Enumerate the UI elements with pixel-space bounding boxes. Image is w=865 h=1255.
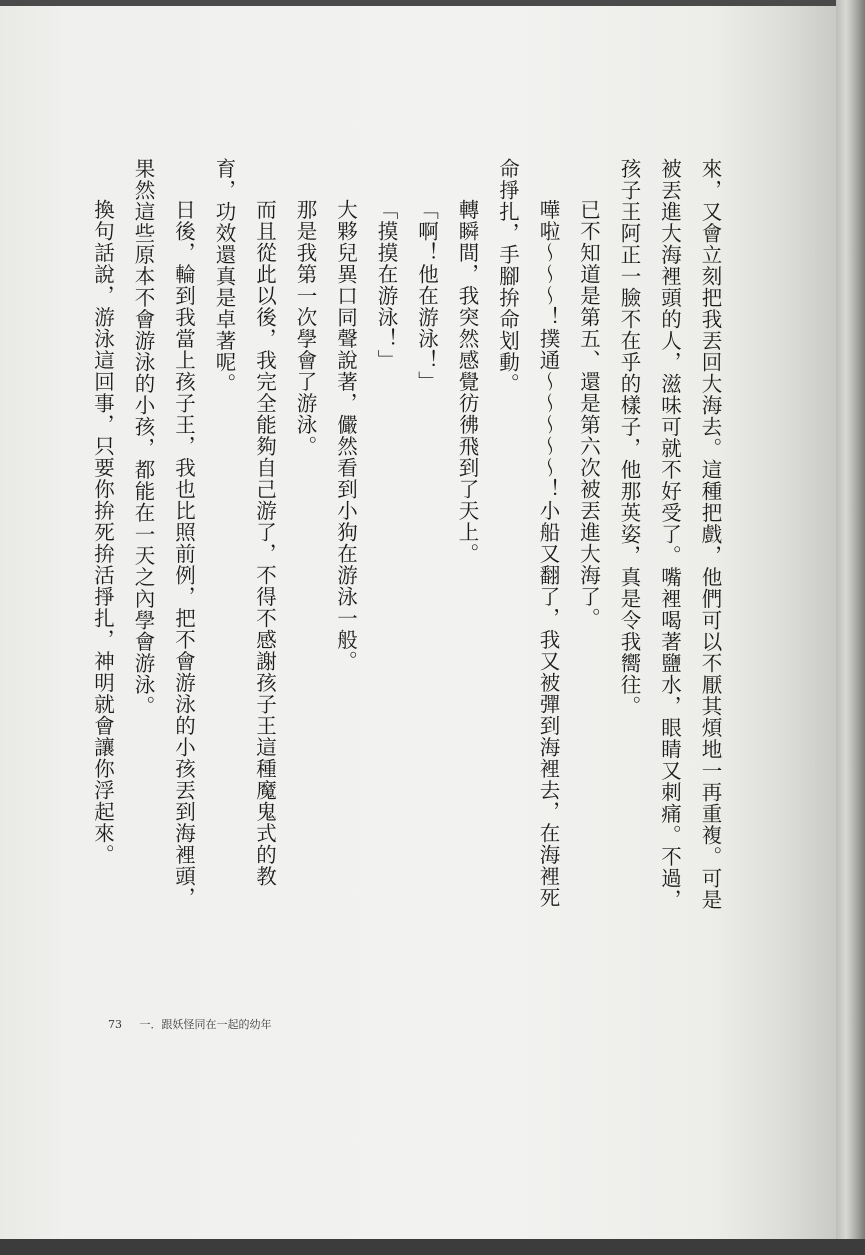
paragraph: 被丟進大海裡頭的人，滋味可就不好受了。嘴裡喝著鹽水，眼睛又刺痛。不過， bbox=[657, 158, 682, 911]
paragraph: 「啊！他在游泳！」 bbox=[414, 199, 439, 393]
page-footer bbox=[108, 1016, 272, 1032]
paragraph: 轉瞬間，我突然感覺彷彿飛到了天上。 bbox=[455, 199, 479, 565]
body-text bbox=[82, 158, 730, 918]
paragraph: 那是我第一次學會了游泳。 bbox=[293, 199, 317, 457]
paragraph: 來，又會立刻把我丟回大海去。這種把戲，他們可以不厭其煩地一再重複。可是 bbox=[698, 158, 722, 911]
paragraph: 而且從此以後，我完全能夠自己游了，不得不感謝孩子王這種魔鬼式的教育，功效還真是卓著呢。 bbox=[212, 158, 277, 887]
paragraph: 已不知道是第五、還是第六次被丟進大海了。 bbox=[576, 199, 601, 629]
paragraph: 孩子王阿正一臉不在乎的樣子，他那英姿，真是令我嚮往。 bbox=[617, 158, 641, 717]
page-number: 73 bbox=[108, 1018, 122, 1031]
paragraph: 日後，輪到我當上孩子王，我也比照前例，把不會游泳的小孩丟到海裡頭，果然這些原本不會游泳的小孩，都能在一天之內學會游泳。 bbox=[131, 158, 196, 909]
chapter-title: 一．跟妖怪同在一起的幼年 bbox=[139, 1018, 272, 1031]
page-edge-shadow bbox=[836, 0, 865, 1255]
paragraph: 大夥兒異口同聲說著，儼然看到小狗在游泳一般。 bbox=[333, 199, 358, 672]
paragraph: 換句話說，游泳這回事，只要你拚死拚活掙扎，神明就會讓你浮起來。 bbox=[90, 199, 115, 866]
scan-bottom-border bbox=[0, 1239, 865, 1255]
paragraph: 「摸摸在游泳！」 bbox=[374, 199, 398, 371]
paragraph: 嘩啦～～～！撲通～～～～～！小船又翻了，我又被彈到海裡去，在海裡死命掙扎，手腳拚命划動。 bbox=[495, 158, 560, 909]
book-page bbox=[0, 6, 836, 1239]
